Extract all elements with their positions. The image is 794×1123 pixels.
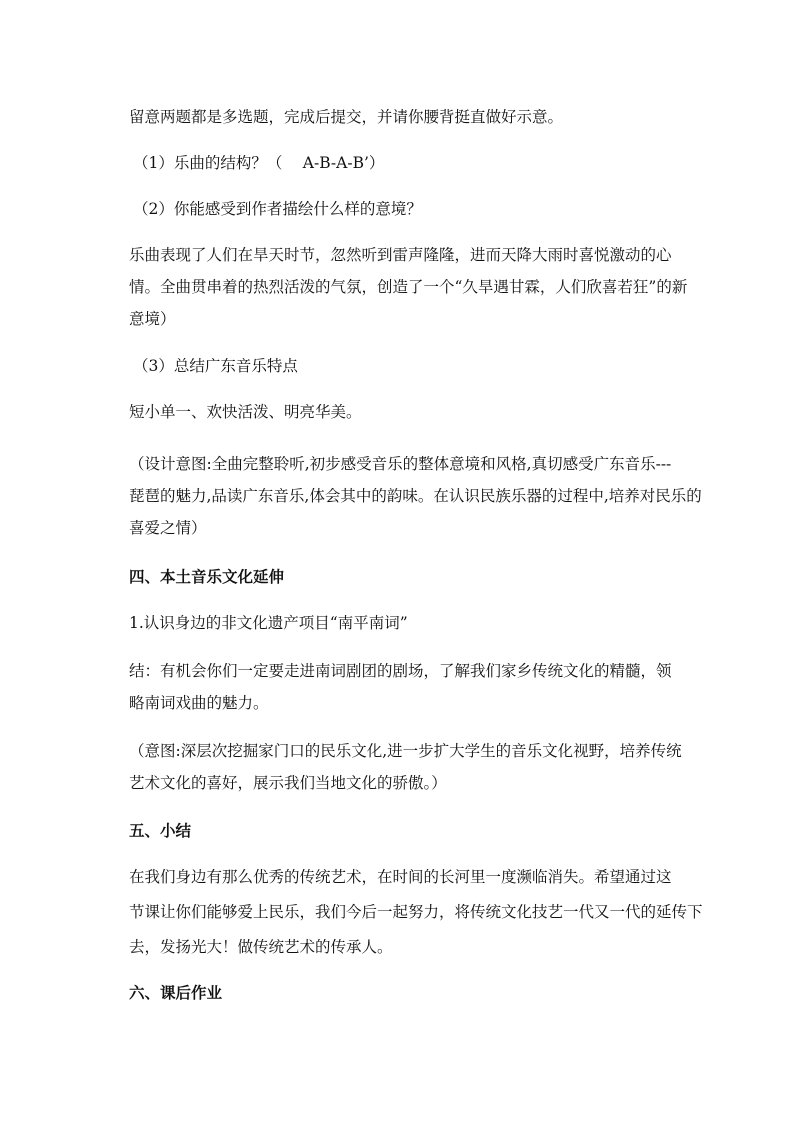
section-heading-4: 四、本土音乐文化延伸	[129, 568, 285, 586]
summary-line-2: 节课让你们能够爱上民乐，我们今后一起努力，将传统文化技艺一代又一代的延传下	[129, 903, 703, 921]
answer-2-line-3: 意境）	[129, 310, 176, 328]
answer-2-line-1: 乐曲表现了人们在旱天时节，忽然听到雷声隆隆，进而天降大雨时喜悦激动的心	[129, 246, 672, 264]
question-3: （3）总结广东音乐特点	[133, 357, 298, 375]
intent-line-1: （意图:深层次挖掘家门口的民乐文化,进一步扩大学生的音乐文化视野，培养传统	[129, 742, 682, 760]
section-heading-5: 五、小结	[129, 822, 192, 840]
design-intent-line-2: 琵琶的魅力,品读广东音乐,体会其中的韵味。在认识民族乐器的过程中,培养对民乐的	[129, 487, 702, 505]
conclusion-line-1: 结：有机会你们一定要走进南词剧团的剧场，了解我们家乡传统文化的精髓，领	[129, 662, 672, 680]
item-1: 1.认识身边的非文化遗产项目“南平南词”	[129, 614, 408, 632]
answer-2-line-2: 情。全曲贯串着的热烈活泼的气氛，创造了一个“久旱遇甘霖，人们欣喜若狂”的新	[129, 278, 688, 296]
design-intent-line-1: （设计意图:全曲完整聆听,初步感受音乐的整体意境和风格,真切感受广东音乐---	[129, 455, 672, 473]
section-heading-6: 六、课后作业	[129, 984, 223, 1002]
design-intent-line-3: 喜爱之情）	[129, 519, 207, 537]
intent-line-2: 艺术文化的喜好，展示我们当地文化的骄傲。）	[129, 774, 447, 792]
paragraph-instruction: 留意两题都是多选题，完成后提交，并请你腰背挺直做好示意。	[129, 108, 564, 126]
summary-line-3: 去，发扬光大！做传统艺术的传承人。	[129, 938, 393, 956]
question-2: （2）你能感受到作者描绘什么样的意境？	[133, 200, 422, 218]
question-1: （1）乐曲的结构？（ A-B-A-B’）	[133, 154, 385, 172]
summary-line-1: 在我们身边有那么优秀的传统艺术，在时间的长河里一度濒临消失。希望通过这	[129, 868, 672, 886]
answer-3: 短小单一、欢快活泼、明亮华美。	[129, 403, 362, 421]
conclusion-line-2: 略南词戏曲的魅力。	[129, 694, 269, 712]
